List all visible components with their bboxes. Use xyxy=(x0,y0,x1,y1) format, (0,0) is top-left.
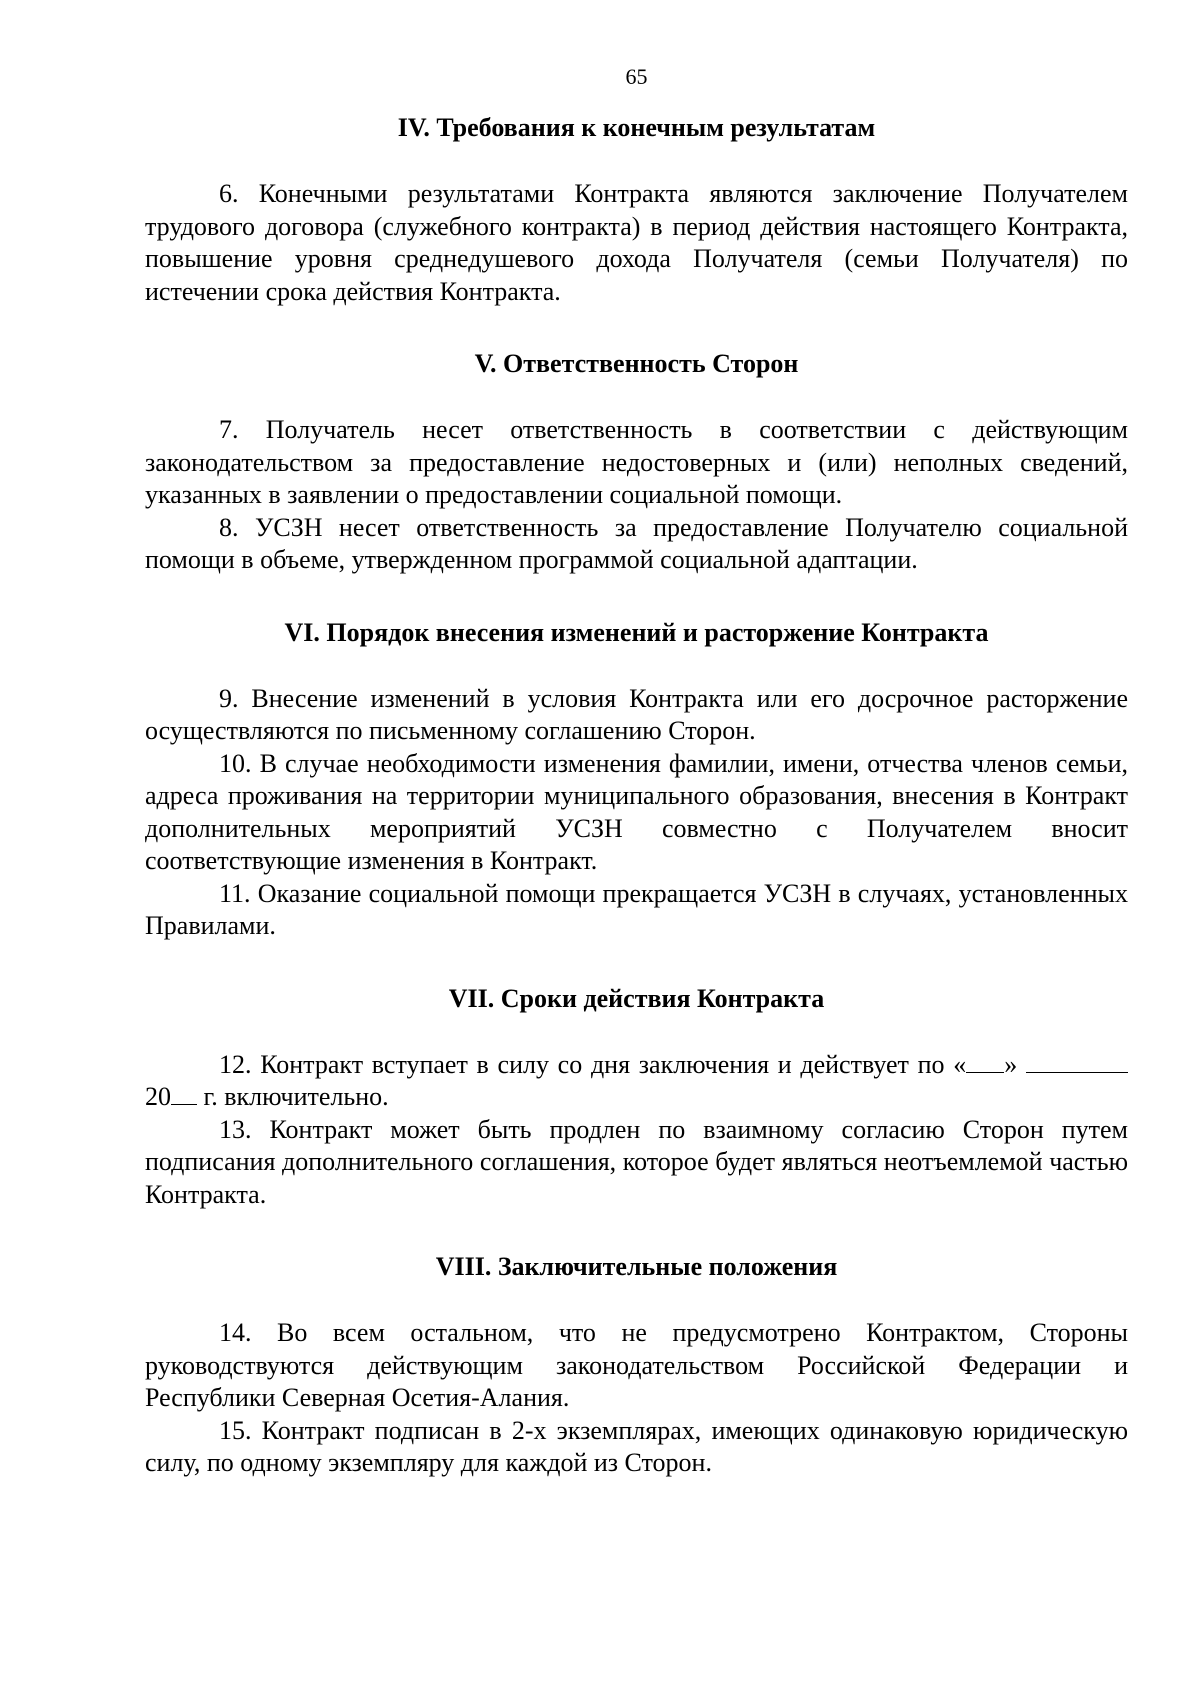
paragraph-9: 9. Внесение изменений в условия Контракта или его досрочное расторжение осуществляются по письменному соглашению Сторон. xyxy=(145,683,1128,745)
day-blank xyxy=(966,1050,1004,1073)
paragraph-12-start: 12. Контракт вступает в силу со дня заключения и действует по « xyxy=(219,1049,967,1079)
section-heading: VII. Сроки действия Контракта xyxy=(448,983,825,1013)
page-number: 65 xyxy=(625,64,648,89)
paragraph-6: 6. Конечными результатами Контракта являются заключение Получателем трудового договора (служебного контракта) в период действия настоящего Контракта, повышение уровня среднедушевого дохода Получателя (семьи Получателя) по истечении срока действия Контракта. xyxy=(145,179,1128,306)
paragraph-12-quote-close: » xyxy=(1004,1049,1018,1079)
section-term xyxy=(145,983,1128,1212)
paragraph-14: 14. Во всем остальном, что не предусмотрено Контрактом, Стороны руководствуются действующим законодательством Российской Федерации и Республики Северная Осетия-Алания. xyxy=(145,1318,1128,1412)
paragraph-11: 11. Оказание социальной помощи прекращается УСЗН в случаях, установленных Правилами. xyxy=(145,878,1128,940)
paragraph-15: 15. Контракт подписан в 2-х экземплярах, имеющих одинаковую юридическую силу, по одному экземпляру для каждой из Сторон. xyxy=(145,1415,1128,1477)
month-blank xyxy=(1026,1050,1128,1073)
paragraph-8: 8. УСЗН несет ответственность за предоставление Получателю социальной помощи в объеме, утвержденном программой социальной адаптации. xyxy=(145,512,1128,574)
section-responsibility xyxy=(145,348,1128,577)
section-amendments xyxy=(145,617,1128,943)
paragraph-12-year-prefix: 20 xyxy=(145,1082,171,1111)
paragraph-10: 10. В случае необходимости изменения фамилии, имени, отчества членов семьи, адреса проживания на территории муниципального образования, внесения в Контракт дополнительных мероприятий УСЗН совместно с Получателем вносит соответствующие изменения в Контракт. xyxy=(145,748,1128,875)
paragraph-12 xyxy=(145,1049,1128,1114)
section-heading: V. Ответственность Сторон xyxy=(474,349,799,378)
section-final-results xyxy=(145,112,1128,308)
section-final-provisions xyxy=(145,1251,1128,1480)
paragraph-12-end: г. включительно. xyxy=(203,1082,389,1111)
document-page xyxy=(145,62,1128,1480)
paragraph-7: 7. Получатель несет ответственность в соответствии с действующим законодательством за предоставление недостоверных и (или) неполных сведений, указанных в заявлении о предоставлении социальной помощи. xyxy=(145,415,1128,509)
paragraph-13: 13. Контракт может быть продлен по взаимному согласию Сторон путем подписания дополнительного соглашения, которое будет являться неотъемлемой частью Контракта. xyxy=(145,1114,1128,1209)
section-heading: VIII. Заключительные положения xyxy=(435,1252,838,1281)
section-heading: IV. Требования к конечным результатам xyxy=(397,113,876,142)
year-blank xyxy=(171,1082,197,1105)
section-heading: VI. Порядок внесения изменений и расторжение Контракта xyxy=(284,617,989,647)
